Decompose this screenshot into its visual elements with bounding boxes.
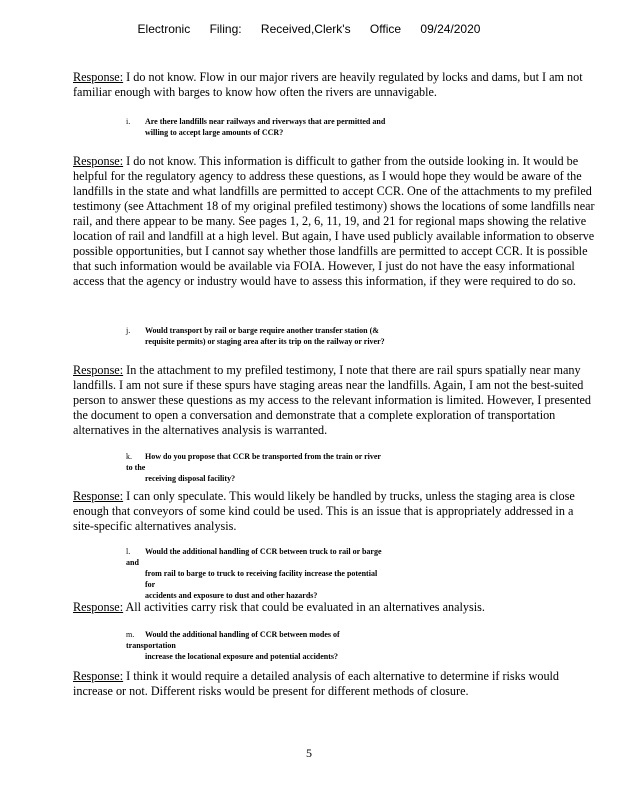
question-line: receiving disposal facility? bbox=[145, 474, 236, 483]
response-label: Response: bbox=[73, 70, 124, 84]
response-paragraph bbox=[73, 600, 595, 615]
filing-header bbox=[0, 22, 618, 36]
response-paragraph bbox=[73, 363, 595, 438]
page-number: 5 bbox=[306, 746, 312, 760]
question-item bbox=[126, 116, 386, 138]
response-label: Response: bbox=[73, 489, 124, 503]
header-part: Filing: bbox=[209, 22, 242, 36]
question-number: j. bbox=[126, 326, 131, 335]
response-paragraph bbox=[73, 669, 595, 699]
question-line: from rail to barge to truck to receiving facility increase the potential for bbox=[145, 569, 378, 589]
response-label: Response: bbox=[73, 363, 124, 377]
question-line: Would the additional handling of CCR between truck to rail or barge and bbox=[126, 547, 382, 567]
question-item bbox=[126, 325, 386, 347]
response-paragraph bbox=[73, 489, 595, 534]
question-line: Would the additional handling of CCR between modes of transportation bbox=[126, 630, 340, 650]
header-part: Office bbox=[369, 22, 402, 36]
question-item bbox=[126, 629, 386, 662]
question-number: i. bbox=[126, 117, 131, 126]
question-item bbox=[126, 546, 386, 601]
response-label: Response: bbox=[73, 154, 124, 168]
response-text: I think it would require a detailed analysis of each alternative to determine if risks would increase or not. Different risks would be present for different methods of closure. bbox=[73, 669, 560, 698]
response-text: All activities carry risk that could be evaluated in an alternatives analysis. bbox=[125, 600, 485, 614]
question-line: Are there landfills near railways and riverways that are permitted and bbox=[145, 117, 386, 126]
header-part: Electronic bbox=[137, 22, 191, 36]
response-label: Response: bbox=[73, 669, 124, 683]
response-paragraph bbox=[73, 70, 595, 100]
response-text: I can only speculate. This would likely be handled by trucks, unless the staging area is close enough that conveyors of some kind could be used. This is an issue that is appropriately addressed in a site-specific alternatives analysis. bbox=[73, 489, 575, 533]
question-line: increase the locational exposure and potential accidents? bbox=[145, 652, 339, 661]
question-line: How do you propose that CCR be transported from the train or river to the bbox=[126, 452, 381, 472]
response-label: Response: bbox=[73, 600, 124, 614]
question-number: l. bbox=[126, 547, 131, 556]
question-line: requisite permits) or staging area after its trip on the railway or river? bbox=[145, 337, 385, 346]
question-number: m. bbox=[126, 630, 135, 639]
header-part: 09/24/2020 bbox=[420, 22, 481, 36]
response-text: I do not know. Flow in our major rivers are heavily regulated by locks and dams, but I am not familiar enough with barges to know how often the rivers are unnavigable. bbox=[73, 70, 583, 99]
response-paragraph bbox=[73, 154, 595, 289]
question-line: accidents and exposure to dust and other hazards? bbox=[145, 591, 318, 600]
response-text: I do not know. This information is difficult to gather from the outside looking in. It would be helpful for the regulatory agency to address these questions, as I would hope they would be aware of the landfills in the state and what landfills are permitted to accept CCR. One of the attachments to my prefiled testimony (see Attachment 18 of my original prefiled testimony) shows the locations of some landfills near rail, and there appear to be many. See pages 1, 2, 6, 11, 19, and 21 for regional maps showing the relative location of rail and landfill at a high level. But again, I have used publicly available information to observe possible opportunities, but I cannot say whether those landfills are permitted to accept CCR. It is possible that such information would be available via FOIA. However, I just do not have the easy informational access that the agency or industry would have to assess this information, if they were required to do so. bbox=[73, 154, 595, 288]
question-line: Would transport by rail or barge require another transfer station (& bbox=[145, 326, 379, 335]
question-line: willing to accept large amounts of CCR? bbox=[145, 128, 284, 137]
question-number: k. bbox=[126, 452, 132, 461]
response-text: In the attachment to my prefiled testimony, I note that there are rail spurs spatially near many landfills. I am not sure if these spurs have staging areas near the landfills. Again, I am not the best-suited person to answer these questions as my access to the relevant information is limited. However, I presented the document to open a conversation and demonstrate that a complete exploration of transportation alternatives in the alternatives analysis is warranted. bbox=[73, 363, 592, 437]
question-item bbox=[126, 451, 386, 484]
header-part: Received,Clerk's bbox=[260, 22, 351, 36]
